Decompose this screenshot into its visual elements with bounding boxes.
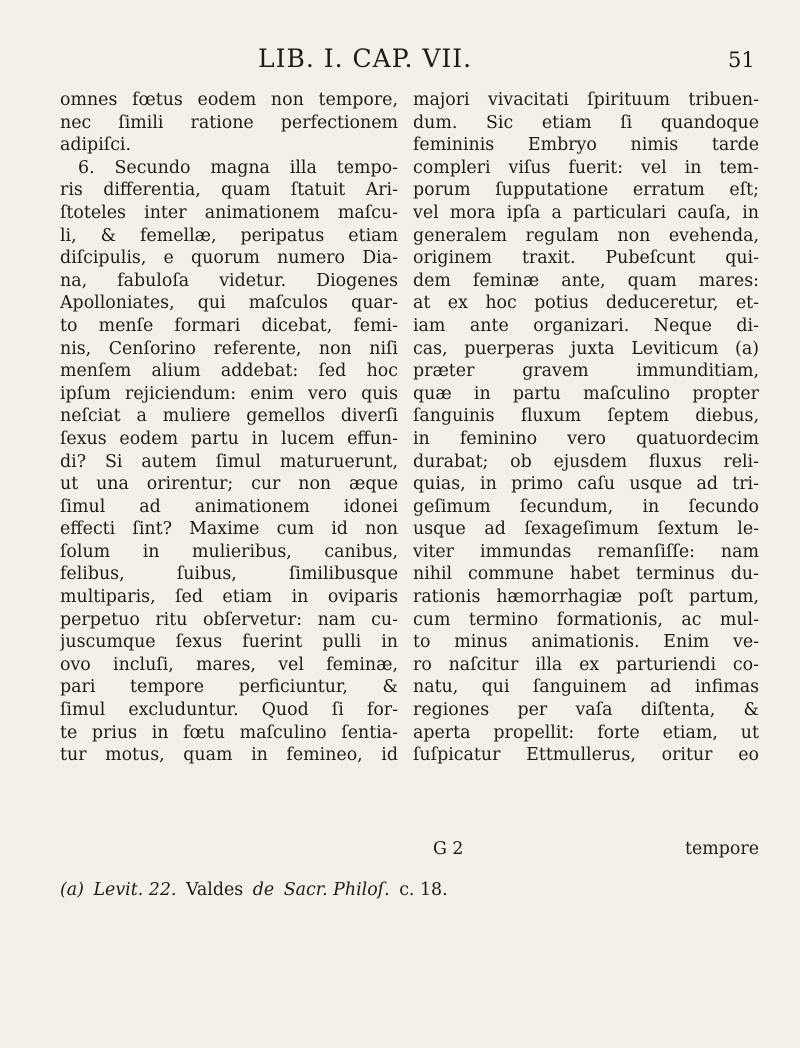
text-line: at ex hoc potius deduceretur, et- xyxy=(413,293,759,314)
text-line: pari tempore perficiuntur, & xyxy=(60,677,398,698)
text-line: in feminino vero quatuordecim xyxy=(413,428,759,449)
right-column xyxy=(413,89,759,767)
text-line: tur motus, quam in femineo, id xyxy=(60,745,398,766)
text-line: nihil commune habet terminus du- xyxy=(413,564,759,585)
running-head xyxy=(0,44,800,84)
text-line: ſexus eodem partu in lucem effun- xyxy=(60,428,398,449)
text-line: effecti ſint? Maxime cum id non xyxy=(60,519,398,540)
text-line: neſciat a muliere gemellos diverſi xyxy=(60,406,398,427)
text-line: durabat; ob ejusdem fluxus reli- xyxy=(413,451,759,472)
text-line: perpetuo ritu obſervetur: nam cu- xyxy=(60,609,398,630)
text-line: compleri viſus fuerit: vel in tem- xyxy=(413,157,759,178)
text-line: cum termino formationis, ac mul- xyxy=(413,609,759,630)
text-line: ſtoteles inter animationem maſcu- xyxy=(60,202,398,223)
text-line: femininis Embryo nimis tarde xyxy=(413,135,759,156)
text-line: to minus animationis. Enim ve- xyxy=(413,632,759,653)
text-line: vel mora ipſa a particulari cauſa, in xyxy=(413,202,759,223)
text-line: felibus, ſuibus, ſimilibusque xyxy=(60,564,398,585)
text-line: generalem regulam non evehenda, xyxy=(413,225,759,246)
text-line: nec ſimili ratione perfectionem xyxy=(60,112,398,133)
text-line: ipſum rejiciendum: enim vero quis xyxy=(60,383,398,404)
text-line: ſanguinis fluxum ſeptem diebus, xyxy=(413,406,759,427)
footnote-preposition: de xyxy=(252,880,275,900)
text-line: ris differentia, quam ſtatuit Ari- xyxy=(60,180,398,201)
text-line: te prius in fœtu maſculino ſentia- xyxy=(60,722,398,743)
text-line: 6. Secundo magna illa tempo- xyxy=(78,157,398,178)
text-line: regiones per vaſa diſtenta, & xyxy=(413,700,759,721)
text-line: nis, Cenſorino referente, non niſi xyxy=(60,338,398,359)
text-line: juscumque ſexus fuerint pulli in xyxy=(60,632,398,653)
text-line: menſem alium addebat: ſed hoc xyxy=(60,361,398,382)
text-line: to menſe formari dicebat, femi- xyxy=(60,315,398,336)
text-line: ſuſpicatur Ettmullerus, oritur eo xyxy=(413,745,759,766)
text-line: ro naſcitur illa ex parturiendi co- xyxy=(413,654,759,675)
text-line: diſcipulis, e quorum numero Dia- xyxy=(60,248,398,269)
text-line: omnes fœtus eodem non tempore, xyxy=(60,90,398,110)
footnote-title: Sacr. Philoſ. xyxy=(283,880,390,900)
footnote-mark: (a) xyxy=(60,880,84,900)
left-column xyxy=(60,89,398,767)
text-line: cas, puerperas juxta Leviticum (a) xyxy=(413,338,759,359)
page-number: 51 xyxy=(728,48,755,72)
text-line: ſolum in mulieribus, canibus, xyxy=(60,541,398,562)
text-line: ovo incluſi, mares, vel feminæ, xyxy=(60,654,398,675)
text-line: Apolloniates, qui maſculos quar- xyxy=(60,293,398,314)
text-line: ut una orirentur; cur non æque xyxy=(60,474,398,495)
text-line: li, & femellæ, peripatus etiam xyxy=(60,225,398,246)
text-line: dem feminæ ante, quam mares: xyxy=(413,270,759,291)
text-line: originem traxit. Pubeſcunt qui- xyxy=(413,248,759,269)
text-line: præter gravem immunditiam, xyxy=(413,361,759,382)
text-line: geſimum ſecundum, in ſecundo xyxy=(413,496,759,517)
text-line: quæ in partu maſculino propter xyxy=(413,383,759,404)
text-line: di? Si autem ſimul maturuerunt, xyxy=(60,451,398,472)
text-line: iam ante organizari. Neque di- xyxy=(413,315,759,336)
text-line: aperta propellit: forte etiam, ut xyxy=(413,722,759,743)
text-line: viter immundas remanſiſſe: nam xyxy=(413,541,759,562)
text-line: dum. Sic etiam ſi quandoque xyxy=(413,112,759,133)
text-line: ſimul excluduntur. Quod ſi for- xyxy=(60,700,398,721)
text-line: rationis hæmorrhagiæ poſt partum, xyxy=(413,587,759,608)
footnote-chapter: c. 18. xyxy=(399,880,448,900)
text-line: ſimul ad animationem idonei xyxy=(60,496,398,517)
signature-mark: G 2 xyxy=(433,839,464,859)
text-line: porum ſupputatione erratum eſt; xyxy=(413,180,759,201)
text-line: multiparis, ſed etiam in oviparis xyxy=(60,587,398,608)
text-line: usque ad ſexageſimum ſextum le- xyxy=(413,519,759,540)
text-line: quias, in primo caſu usque ad tri- xyxy=(413,474,759,495)
footnote-author: Valdes xyxy=(185,880,244,900)
text-line: adipiſci. xyxy=(60,135,132,156)
running-title: LIB. I. CAP. VII. xyxy=(258,44,473,73)
catch-row xyxy=(413,838,759,861)
footnote xyxy=(60,878,700,902)
text-line: majori vivacitati ſpirituum tribuen- xyxy=(413,90,759,110)
text-line: natu, qui ſanguinem ad infimas xyxy=(413,677,759,698)
catchword: tempore xyxy=(685,839,759,859)
text-line: na, fabuloſa videtur. Diogenes xyxy=(60,270,398,291)
footnote-reference: Levit. 22. xyxy=(93,880,177,900)
